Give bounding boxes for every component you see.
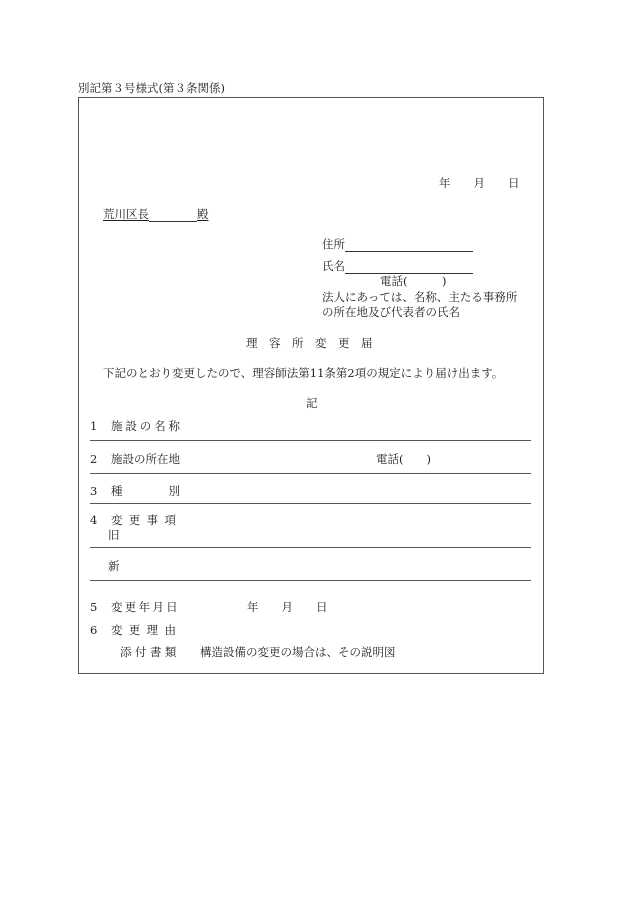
applicant-note-line1: 法人にあっては、名称、主たる事務所 <box>322 290 518 304</box>
addressee <box>103 206 209 222</box>
item-label: 種 別 <box>110 484 180 498</box>
applicant-phone: 電話( ) <box>380 274 447 288</box>
ki-heading: 記 <box>306 396 318 410</box>
attachments-label: 添付書類 <box>120 645 180 659</box>
document-title: 理 容 所 変 更 届 <box>246 336 373 350</box>
address-blank <box>345 239 473 252</box>
divider <box>90 440 531 441</box>
item-number: 2 <box>90 452 98 466</box>
item-change-items <box>90 512 182 528</box>
item-label: 変更年月日 <box>110 600 180 614</box>
item-number: 1 <box>90 419 98 433</box>
name-label: 氏名 <box>322 259 345 273</box>
item-number: 5 <box>90 600 98 614</box>
item-type <box>90 483 180 499</box>
address-label: 住所 <box>322 237 345 251</box>
item-number: 6 <box>90 623 98 637</box>
ward-mayor: 荒川区長 <box>103 207 149 221</box>
form-label: 別記第３号様式(第３条関係) <box>78 81 225 95</box>
item-label: 変更事項 <box>110 513 183 527</box>
item-label: 変更理由 <box>110 623 183 637</box>
divider <box>90 580 531 581</box>
applicant-note-line2: の所在地及び代表者の氏名 <box>322 305 460 319</box>
honorific: 殿 <box>197 207 209 221</box>
change-date-value: 年 月 日 <box>247 600 328 614</box>
facility-phone: 電話( ) <box>376 452 431 466</box>
item-label: 施設の名称 <box>110 419 183 433</box>
new-label: 新 <box>108 559 120 573</box>
statement: 下記のとおり変更したので、理容師法第11条第2項の規定により届け出ます。 <box>103 366 504 380</box>
divider <box>90 473 531 474</box>
item-facility-location <box>90 451 180 467</box>
divider <box>90 547 531 548</box>
item-number: 3 <box>90 484 98 498</box>
date-line: 年 月 日 <box>439 176 520 190</box>
divider <box>90 503 531 504</box>
addressee-blank <box>149 209 197 222</box>
item-number: 4 <box>90 513 98 527</box>
item-label: 施設の所在地 <box>110 452 180 466</box>
item-change-date <box>90 599 180 615</box>
name-field <box>322 258 473 274</box>
address-field <box>322 236 473 252</box>
item-facility-name <box>90 418 183 434</box>
item-change-reason <box>90 622 182 638</box>
attachments-text: 構造設備の変更の場合は、その説明図 <box>200 645 396 659</box>
old-label: 旧 <box>108 528 120 542</box>
